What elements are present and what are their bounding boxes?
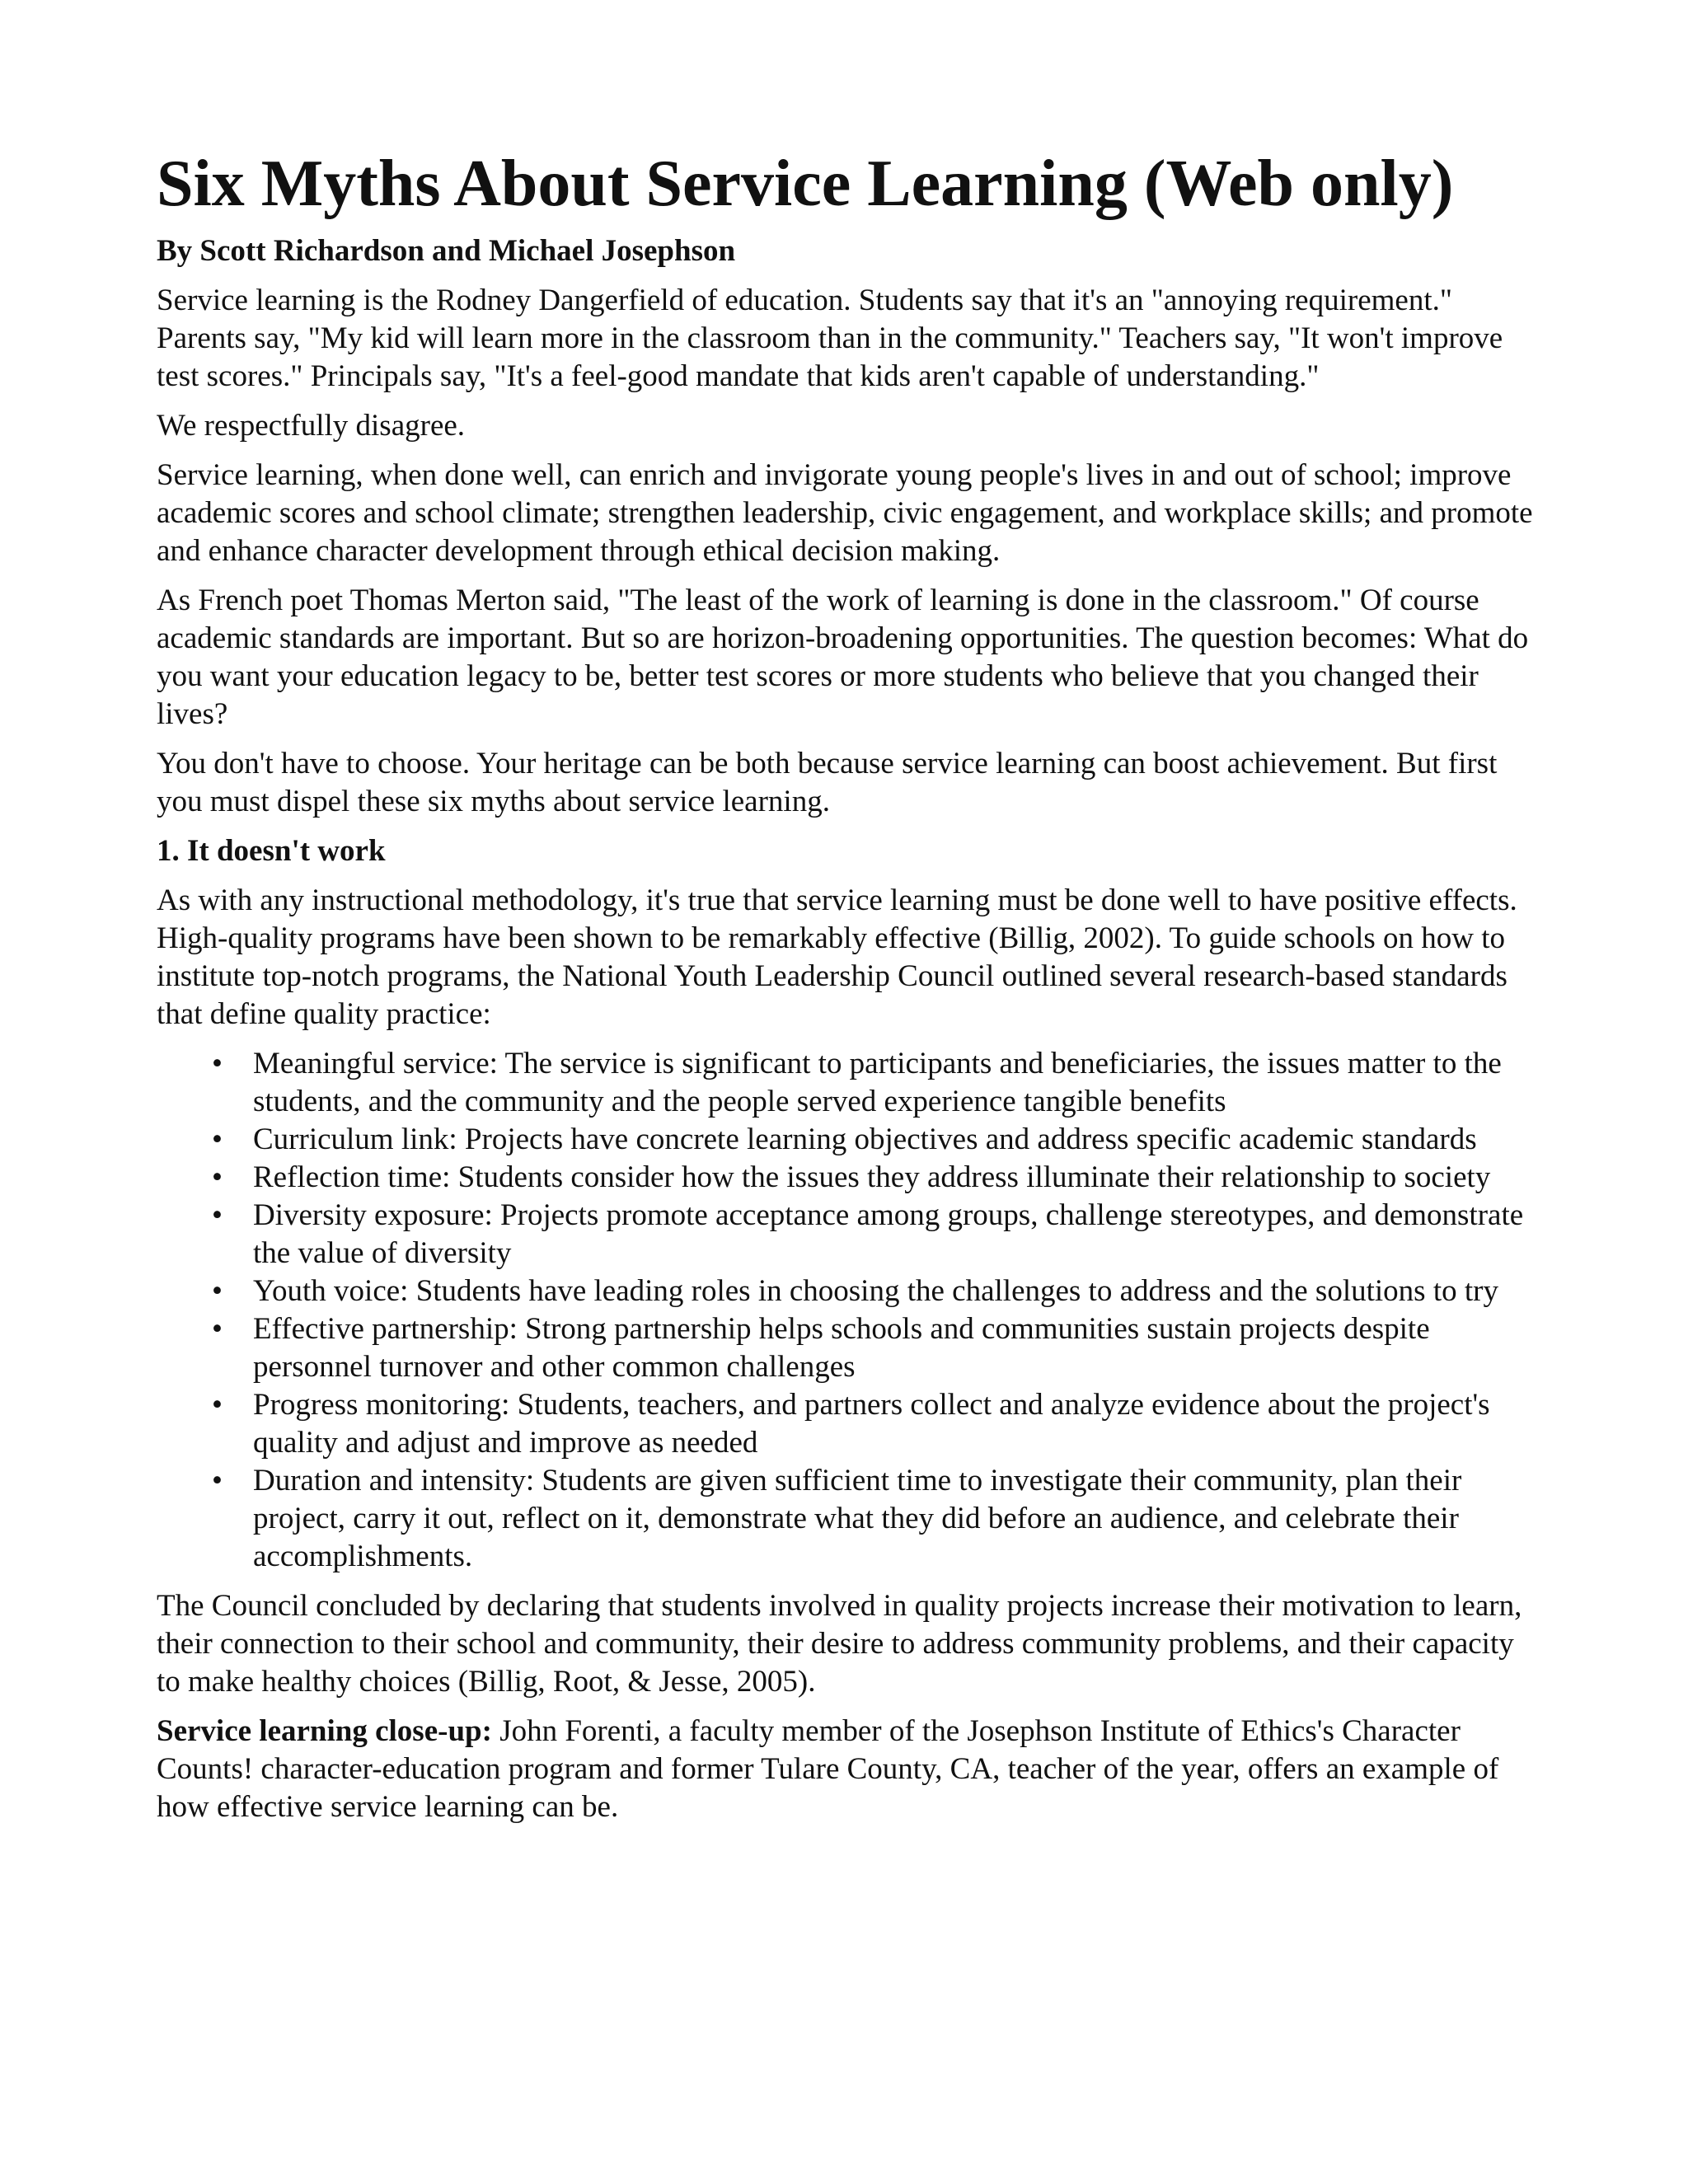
article-byline: By Scott Richardson and Michael Josephson [157,234,736,268]
list-item-text: Youth voice: Students have leading roles in choosing the challenges to address and the solutions to try [253,1274,1498,1308]
list-item-text: Duration and intensity: Students are given sufficient time to investigate their community, plan their project, carry it out, reflect on it, demonstrate what they did before an audience, and celebrate their accomplishments. [253,1464,1462,1573]
list-item [212,1197,1541,1272]
list-item [212,1045,1541,1121]
list-item [212,1462,1541,1576]
quality-standards-list [157,1045,1541,1576]
intro-paragraph: Service learning is the Rodney Dangerfield of education. Students say that it's an "annoying requirement." Parents say, "My kid will learn more in the classroom than in the community." Teachers say, "It won't improve test scores." Principals say, "It's a feel-good mandate that kids aren't capable of understanding." [157,284,1503,393]
article [157,147,1541,1838]
list-item [212,1121,1541,1159]
section-conclusion: The Council concluded by declaring that students involved in quality projects increase their motivation to learn, their connection to their school and community, their desire to address community problems, and their capacity to make healthy choices (Billig, Root, & Jesse, 2005). [157,1589,1522,1699]
closeup-lead: Service learning close-up: [157,1714,492,1748]
bullet-icon: • [212,1122,223,1156]
list-item-text: Diversity exposure: Projects promote acceptance among groups, challenge stereotypes, and demonstrate the value of diversity [253,1198,1524,1270]
section-heading-myth-1: 1. It doesn't work [157,834,386,868]
bullet-icon: • [212,1160,223,1194]
bullet-icon: • [212,1388,223,1422]
list-item [212,1386,1541,1462]
list-item-text: Effective partnership: Strong partnership helps schools and communities sustain projects despite personnel turnover and other common challenges [253,1312,1430,1384]
list-item [212,1159,1541,1197]
list-item-text: Progress monitoring: Students, teachers, and partners collect and analyze evidence about the project's quality and adjust and improve as needed [253,1388,1490,1460]
list-item-text: Reflection time: Students consider how the issues they address illuminate their relationship to society [253,1160,1491,1194]
section-paragraph: As with any instructional methodology, it's true that service learning must be done well to have positive effects. High-quality programs have been shown to be remarkably effective (Billig, 2002). To guide schools on how to institute top-notch programs, the National Youth Leadership Council outlined several research-based standards that define quality practice: [157,883,1517,1031]
intro-paragraph: As French poet Thomas Merton said, "The least of the work of learning is done in the classroom." Of course academic standards are important. But so are horizon-broadening opportunities. The question becomes: What do you want your education legacy to be, better test scores or more students who believe that you changed their lives? [157,583,1529,731]
closeup-paragraph [157,1713,1541,1826]
intro-paragraph: We respectfully disagree. [157,409,466,443]
intro-paragraph: Service learning, when done well, can enrich and invigorate young people's lives in and out of school; improve academic scores and school climate; strengthen leadership, civic engagement, and workplace skills; and promote and enhance character development through ethical decision making. [157,458,1533,568]
bullet-icon: • [212,1312,223,1346]
bullet-icon: • [212,1047,223,1080]
bullet-icon: • [212,1274,223,1308]
intro-paragraph: You don't have to choose. Your heritage can be both because service learning can boost achievement. But first you must dispel these six myths about service learning. [157,747,1498,818]
bullet-icon: • [212,1464,223,1497]
closeup-text: John Forenti, a faculty member of the Josephson Institute of Ethics's Character Counts! character-education program and former Tulare County, CA, teacher of the year, offers an example of how effective service learning can be. [157,1714,1499,1824]
article-title: Six Myths About Service Learning (Web only) [157,148,1454,220]
list-item [212,1272,1541,1310]
bullet-icon: • [212,1198,223,1232]
list-item [212,1310,1541,1386]
list-item-text: Curriculum link: Projects have concrete learning objectives and address specific academic standards [253,1122,1477,1156]
list-item-text: Meaningful service: The service is significant to participants and beneficiaries, the issues matter to the students, and the community and the people served experience tangible benefits [253,1047,1502,1118]
